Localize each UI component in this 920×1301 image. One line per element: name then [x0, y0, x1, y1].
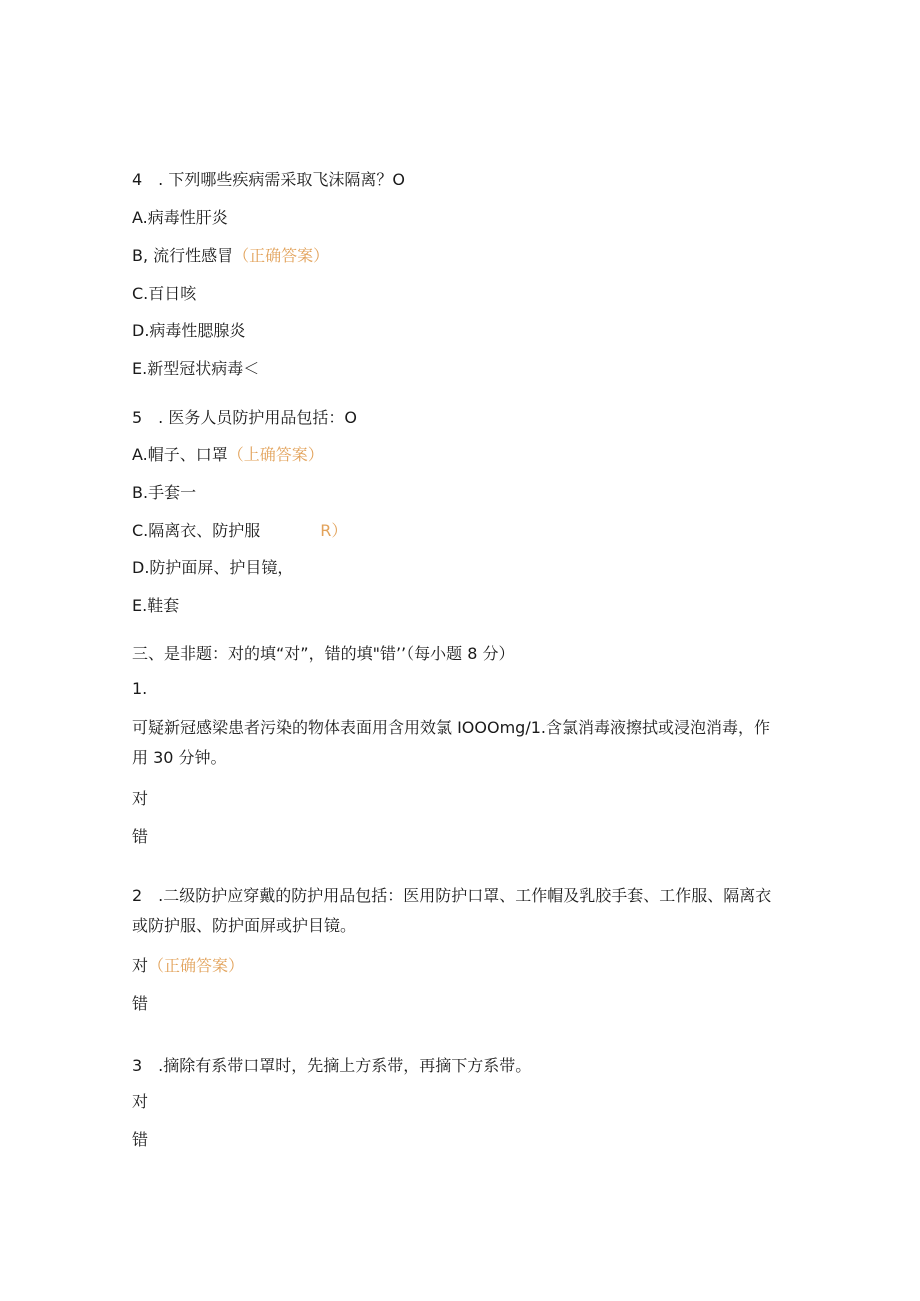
tf1-option-true-text: 对 — [132, 789, 149, 808]
q4-option-b-text: B, 流行性感冒 — [132, 246, 234, 265]
q5-option-c[interactable] — [132, 521, 347, 541]
q4-option-d-text: D.病毒性腮腺炎 — [132, 321, 246, 340]
q5-option-e-text: E.鞋套 — [132, 596, 180, 615]
tf1-number: 1. — [132, 679, 148, 698]
tf1-option-false[interactable] — [132, 827, 148, 847]
tf2-stem: 2 .二级防护应穿戴的防护用品包括：医用防护口罩、工作帽及乳胶手套、工作服、隔离衣或防护服、防护面屏或护目镜。 — [132, 886, 772, 935]
tf3-option-false-text: 错 — [132, 1130, 149, 1149]
tf3-option-false[interactable] — [132, 1130, 148, 1150]
tf2-option-true[interactable] — [132, 956, 244, 976]
tf2-option-true-text: 对 — [132, 956, 149, 975]
q5-option-a-text: A.帽子、口罩 — [132, 445, 228, 464]
q5-option-b-text: B.手套一 — [132, 483, 197, 502]
q4-stem: 4 . 下列哪些疾病需采取飞沫隔离？O — [132, 170, 405, 189]
q4-option-b[interactable] — [132, 246, 329, 266]
q5-option-a[interactable] — [132, 445, 324, 465]
q4-option-e[interactable] — [132, 359, 259, 379]
q4-option-c[interactable] — [132, 284, 196, 304]
tf1-option-true[interactable] — [132, 789, 148, 809]
q4-option-a[interactable] — [132, 208, 228, 228]
q5-option-e[interactable] — [132, 596, 179, 616]
q5-option-c-text: C.隔离衣、防护服 — [132, 521, 261, 540]
q4-option-c-text: C.百日咳 — [132, 284, 197, 303]
q4-option-e-text: E.新型冠状病毒＜ — [132, 359, 260, 378]
q4-option-b-answer-mark: （正确答案） — [233, 246, 330, 265]
tf2-option-false-text: 错 — [132, 994, 149, 1013]
tf3-option-true-text: 对 — [132, 1092, 149, 1111]
tf3-stem: 3 .摘除有系带口罩时，先摘上方系带，再摘下方系带。 — [132, 1056, 532, 1075]
tf1-stem: 可疑新冠感梁患者污染的物体表面用含用效氯 IOOOmg/1.含氯消毒液擦拭或浸泡消毒，作用 30 分钟。 — [132, 718, 770, 767]
q5-stem: 5 . 医务人员防护用品包括：O — [132, 408, 357, 427]
tf2-option-true-answer-mark: （正确答案） — [148, 956, 245, 975]
q4-option-a-text: A.病毒性肝炎 — [132, 208, 228, 227]
tf1-option-false-text: 错 — [132, 827, 149, 846]
q5-option-a-answer-mark: （上确答案） — [227, 445, 324, 464]
section-3-heading: 三、是非题：对的填“对”，错的填"错’’（每小题 8 分） — [132, 644, 515, 663]
q4-option-d[interactable] — [132, 321, 245, 341]
q5-option-d[interactable] — [132, 558, 293, 578]
q5-option-b[interactable] — [132, 483, 196, 503]
tf3-option-true[interactable] — [132, 1092, 148, 1112]
q5-option-d-text: D.防护面屏、护目镜， — [132, 558, 294, 577]
tf2-option-false[interactable] — [132, 994, 148, 1014]
q5-option-c-answer-mark: R） — [320, 521, 348, 540]
